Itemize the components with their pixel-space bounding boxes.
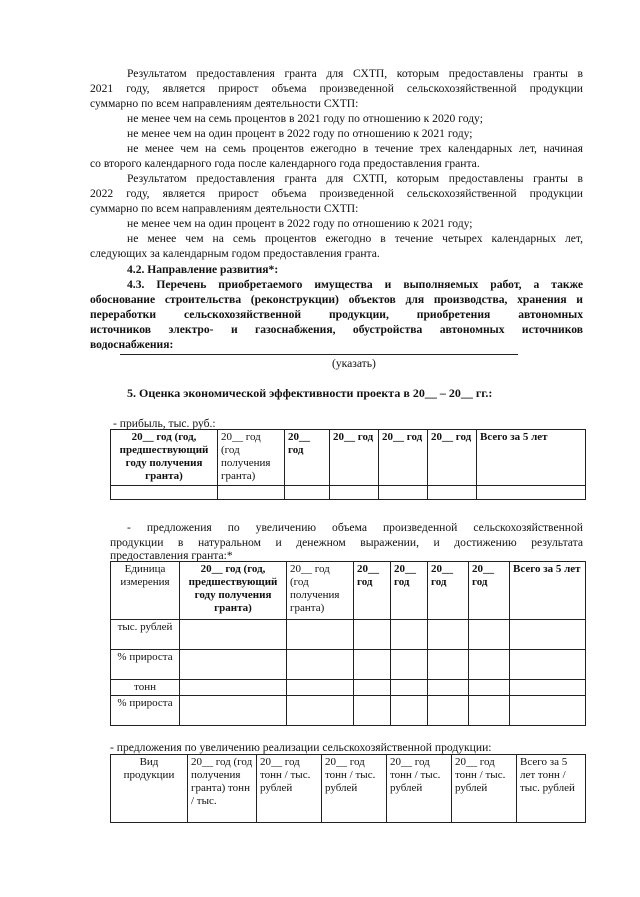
table-cell[interactable]	[180, 680, 287, 696]
table-header-cell: 20__ год	[285, 430, 330, 486]
section-4-3-line: переработки сельскохозяйственной продукции, приобретения автономных	[90, 308, 583, 321]
paragraph-line: Результатом предоставления гранта для СХТП, которым предоставлены гранты в	[127, 67, 583, 80]
profit-label: - прибыль, тыс. руб.:	[113, 417, 216, 430]
table-row	[111, 650, 586, 680]
section-4-2-heading: 4.2. Направление развития*:	[127, 263, 279, 276]
table-header-cell: 20__ год (год получения гранта)	[287, 562, 354, 620]
table-cell[interactable]	[428, 620, 469, 650]
paragraph-line: не менее чем на один процент в 2022 году по отношению к 2021 году;	[127, 127, 473, 140]
table-cell[interactable]	[469, 620, 510, 650]
table-cell[interactable]	[287, 680, 354, 696]
table-header-cell: Всего за 5 лет	[477, 430, 586, 486]
table-header-cell: Единица измерения	[111, 562, 180, 620]
table-cell[interactable]	[287, 650, 354, 680]
table-cell[interactable]	[469, 650, 510, 680]
profit-table	[110, 429, 586, 500]
table-row	[111, 486, 586, 500]
table-header-row	[111, 755, 586, 823]
paragraph-line: суммарно по всем направлениям деятельности СХТП:	[90, 97, 359, 110]
table-cell[interactable]	[469, 696, 510, 726]
table-cell[interactable]	[428, 486, 477, 500]
table-header-cell: Вид продукции	[111, 755, 188, 823]
table-cell[interactable]	[111, 486, 218, 500]
table-cell[interactable]	[391, 696, 428, 726]
table-cell[interactable]	[510, 650, 586, 680]
table-header-cell: 20__ год тонн / тыс. рублей	[257, 755, 322, 823]
paragraph-line: не менее чем на семь процентов ежегодно в течение трех календарных лет, начиная	[127, 142, 583, 155]
paragraph-line: со второго календарного года после календарного года предоставления гранта.	[90, 157, 480, 170]
table-header-cell: 20__ год	[330, 430, 379, 486]
section-4-3-line: обоснование строительства (реконструкции) объектов для производства, хранения и	[90, 293, 583, 306]
paragraph-line: 2022 году, является прирост объема произведенной сельскохозяйственной продукции	[90, 187, 583, 200]
table-header-cell: 20__ год тонн / тыс. рублей	[452, 755, 517, 823]
table-cell[interactable]	[180, 696, 287, 726]
table-row	[111, 696, 586, 726]
paragraph-line: суммарно по всем направлениям деятельности СХТП:	[90, 202, 359, 215]
table-cell[interactable]	[428, 680, 469, 696]
table-header-cell: 20__ год	[354, 562, 391, 620]
table-cell[interactable]	[218, 486, 285, 500]
table-header-cell: 20__ год	[428, 562, 469, 620]
production-label-line: продукции в натуральном и денежном выражении, и достижению результата	[110, 536, 583, 549]
row-label: % прироста	[111, 696, 180, 726]
row-label: тонн	[111, 680, 180, 696]
table-cell[interactable]	[428, 650, 469, 680]
sales-label: - предложения по увеличению реализации сельскохозяйственной продукции:	[110, 741, 492, 754]
table-header-cell: Всего за 5 лет тонн / тыс. рублей	[517, 755, 586, 823]
table-cell[interactable]	[510, 620, 586, 650]
table-header-cell: 20__ год	[391, 562, 428, 620]
table-cell[interactable]	[287, 696, 354, 726]
paragraph-line: не менее чем на один процент в 2022 году по отношению к 2021 году;	[127, 217, 473, 230]
table-cell[interactable]	[391, 650, 428, 680]
table-row	[111, 620, 586, 650]
table-header-cell: 20__ год (год получения гранта)	[218, 430, 285, 486]
table-header-cell: 20__ год (год получения гранта) тонн / тыс.	[188, 755, 257, 823]
table-cell[interactable]	[180, 620, 287, 650]
production-label-line: предоставления гранта:*	[110, 549, 233, 562]
table-cell[interactable]	[354, 650, 391, 680]
row-label: % прироста	[111, 650, 180, 680]
table-cell[interactable]	[510, 680, 586, 696]
table-cell[interactable]	[379, 486, 428, 500]
paragraph-line: не менее чем на семь процентов ежегодно в течение четырех календарных лет,	[127, 232, 583, 245]
paragraph-line: 2021 году, является прирост объема произведенной сельскохозяйственной продукции	[90, 82, 583, 95]
table-header-cell: Всего за 5 лет	[510, 562, 586, 620]
paragraph-line: не менее чем на семь процентов в 2021 году по отношению к 2020 году;	[127, 112, 483, 125]
table-cell[interactable]	[180, 650, 287, 680]
table-cell[interactable]	[285, 486, 330, 500]
section-4-3-line: источников электро- и газоснабжения, обустройства автономных источников	[90, 323, 583, 336]
section-4-3-line: водоснабжения:	[90, 338, 174, 351]
table-cell[interactable]	[428, 696, 469, 726]
section-5-title: 5. Оценка экономической эффективности проекта в 20__ – 20__ гг.:	[127, 386, 493, 400]
row-label: тыс. рублей	[111, 620, 180, 650]
paragraph-line: следующих за календарным годом предоставления гранта.	[90, 247, 380, 260]
table-header-cell: 20__ год тонн / тыс. рублей	[322, 755, 387, 823]
table-header-cell: 20__ год (год, предшествующий году получения гранта)	[180, 562, 287, 620]
table-header-row	[111, 430, 586, 486]
table-row	[111, 680, 586, 696]
table-header-cell: 20__ год	[469, 562, 510, 620]
table-cell[interactable]	[510, 696, 586, 726]
table-cell[interactable]	[469, 680, 510, 696]
section-4-3-heading: 4.3. Перечень приобретаемого имущества и выполняемых работ, а также	[127, 278, 583, 291]
specify-underline	[120, 354, 518, 355]
table-cell[interactable]	[477, 486, 586, 500]
production-table	[110, 561, 586, 726]
paragraph-line: Результатом предоставления гранта для СХТП, которым предоставлены гранты в	[127, 172, 583, 185]
table-cell[interactable]	[391, 620, 428, 650]
specify-caption: (указать)	[332, 357, 376, 370]
table-cell[interactable]	[391, 680, 428, 696]
table-header-cell: 20__ год тонн / тыс. рублей	[387, 755, 452, 823]
table-cell[interactable]	[354, 696, 391, 726]
table-cell[interactable]	[354, 680, 391, 696]
table-cell[interactable]	[354, 620, 391, 650]
table-header-row	[111, 562, 586, 620]
table-header-cell: 20__ год	[428, 430, 477, 486]
table-header-cell: 20__ год	[379, 430, 428, 486]
production-label: - предложения по увеличению объема произведенной сельскохозяйственной	[127, 521, 583, 534]
table-cell[interactable]	[287, 620, 354, 650]
table-cell[interactable]	[330, 486, 379, 500]
table-header-cell: 20__ год (год, предшествующий году получения гранта)	[111, 430, 218, 486]
sales-table	[110, 754, 586, 823]
